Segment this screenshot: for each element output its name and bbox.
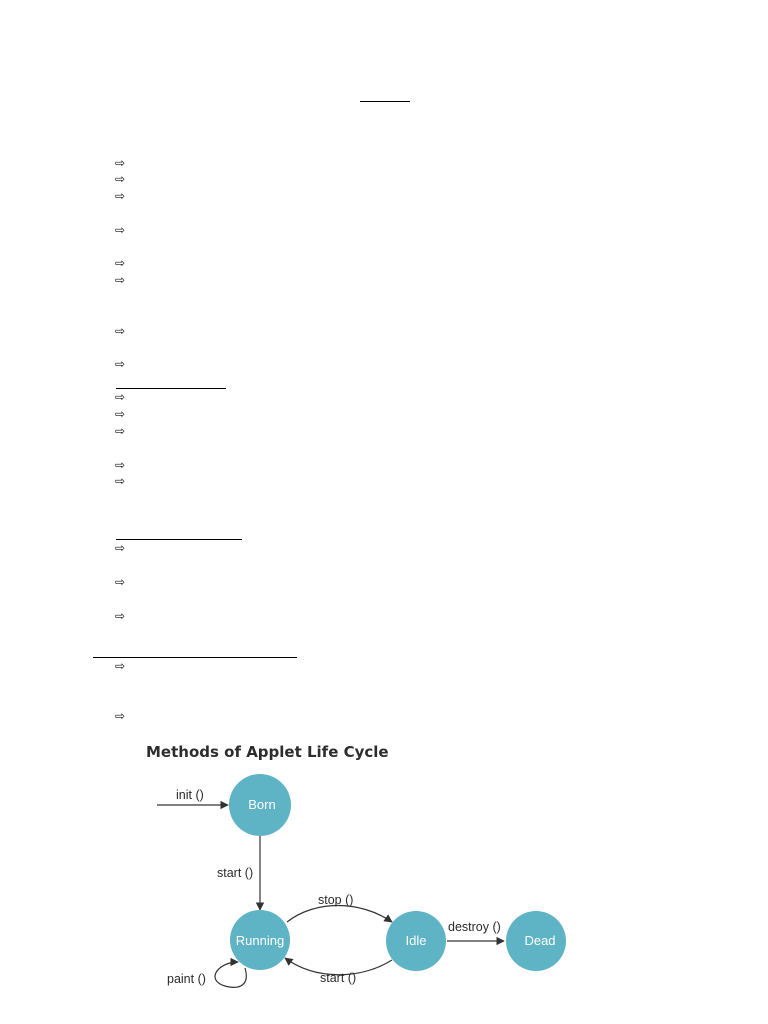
bullet-arrow-icon: ⇨ bbox=[115, 390, 126, 404]
bullet-arrow-icon: ⇨ bbox=[115, 709, 126, 723]
destroy-label: destroy () bbox=[448, 920, 501, 934]
paint-loop-arrow bbox=[215, 962, 246, 987]
section-underline-2 bbox=[116, 539, 242, 540]
stop-arrow bbox=[287, 906, 392, 923]
bullet-arrow-icon: ⇨ bbox=[115, 156, 126, 170]
bullet-arrow-icon: ⇨ bbox=[115, 324, 126, 338]
bullet-arrow-icon: ⇨ bbox=[115, 424, 126, 438]
bullet-arrow-icon: ⇨ bbox=[115, 172, 126, 186]
section-underline-1 bbox=[116, 388, 226, 389]
running-label: Running bbox=[235, 933, 285, 948]
born-label: Born bbox=[248, 797, 276, 812]
idle-label: Idle bbox=[405, 933, 427, 948]
dead-label: Dead bbox=[524, 933, 556, 948]
start-down-label: start () bbox=[217, 866, 254, 880]
bullet-arrow-icon: ⇨ bbox=[115, 458, 126, 472]
bullet-arrow-icon: ⇨ bbox=[115, 273, 126, 287]
bullet-arrow-icon: ⇨ bbox=[115, 609, 126, 623]
init-label: init () bbox=[176, 788, 204, 802]
stop-label: stop () bbox=[318, 893, 354, 907]
bullet-arrow-icon: ⇨ bbox=[115, 189, 126, 203]
applet-lifecycle-diagram bbox=[0, 730, 768, 1024]
bullet-arrow-icon: ⇨ bbox=[115, 407, 126, 421]
bullet-arrow-icon: ⇨ bbox=[115, 357, 126, 371]
section-underline-3 bbox=[93, 657, 297, 658]
bullet-arrow-icon: ⇨ bbox=[115, 659, 126, 673]
bullet-arrow-icon: ⇨ bbox=[115, 474, 126, 488]
diagram-title: Methods of Applet Life Cycle bbox=[146, 743, 389, 761]
start-back-label: start () bbox=[320, 971, 357, 985]
title-underline bbox=[360, 101, 410, 102]
bullet-arrow-icon: ⇨ bbox=[115, 223, 126, 237]
bullet-arrow-icon: ⇨ bbox=[115, 575, 126, 589]
lifecycle-graph bbox=[0, 730, 768, 1024]
paint-label: paint () bbox=[167, 972, 206, 986]
bullet-arrow-icon: ⇨ bbox=[115, 256, 126, 270]
bullet-arrow-icon: ⇨ bbox=[115, 541, 126, 555]
